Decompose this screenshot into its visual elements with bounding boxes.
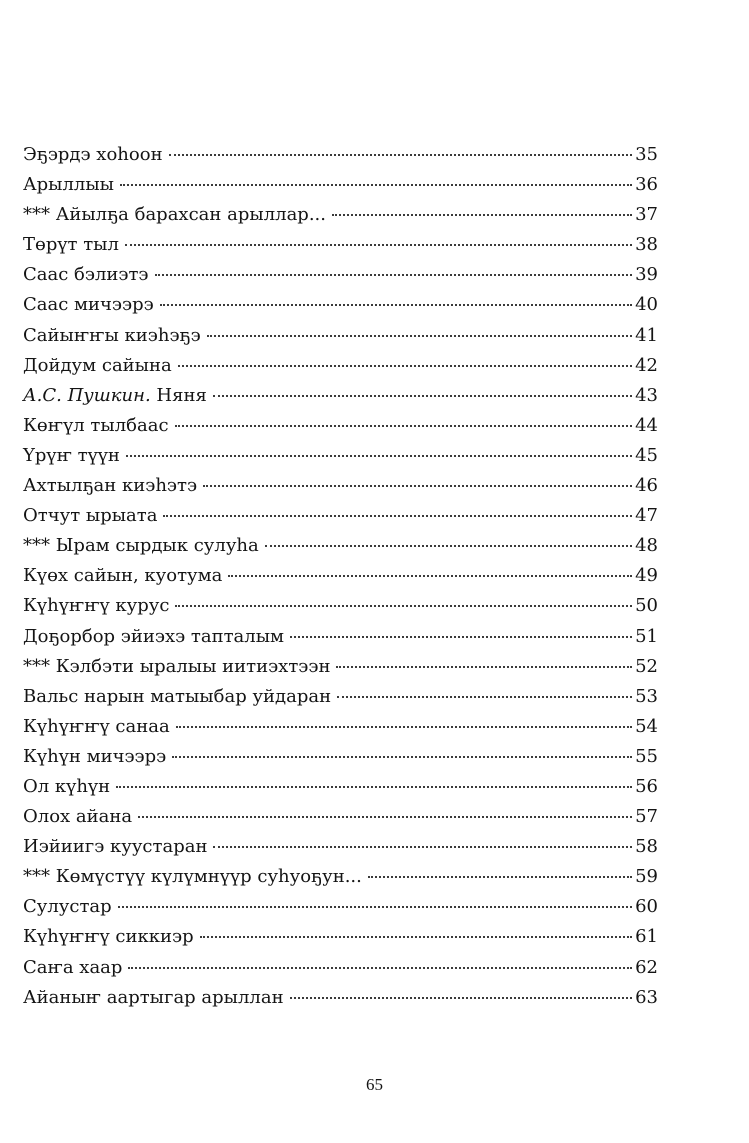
toc-entry-page-number: 49 <box>635 565 658 587</box>
toc-entry-page-number: 45 <box>635 444 658 466</box>
toc-entry <box>23 170 658 200</box>
toc-entry-title-text: Көҥүл тылбаас <box>23 414 169 436</box>
toc-entry-page-number: 37 <box>635 204 658 226</box>
toc-entry-title-text: Айаныҥ аартыгар арыллан <box>23 986 284 1008</box>
toc-entry-page-number: 59 <box>635 866 658 888</box>
dot-leader <box>126 455 632 457</box>
toc-entry-page-number: 38 <box>635 234 658 256</box>
dot-leader <box>155 274 633 276</box>
toc-entry-page-number: 36 <box>635 174 658 196</box>
toc-entry-page-number: 56 <box>635 775 658 797</box>
toc-entry-page-number: 47 <box>635 505 658 527</box>
toc-entry-title <box>23 441 120 471</box>
toc-entry-title-text: *** Айылҕа барахсан арыллар... <box>23 204 326 226</box>
toc-entry-page-number: 35 <box>635 144 658 165</box>
toc-entry <box>23 531 658 561</box>
toc-entry-title-text: Олох айана <box>23 806 133 828</box>
toc-entry <box>23 742 658 772</box>
toc-entry-page-number: 43 <box>635 384 658 406</box>
toc-entry <box>23 622 658 652</box>
toc-entry-title <box>23 321 201 351</box>
toc-entry-title <box>23 200 326 230</box>
toc-entry-title <box>23 290 154 320</box>
toc-entry-title-text: Саас мичээрэ <box>23 294 154 316</box>
toc-entry-page-number: 44 <box>635 414 658 436</box>
dot-leader <box>116 786 632 788</box>
toc-entry-title <box>23 802 132 832</box>
toc-entry-title <box>23 682 331 712</box>
toc-entry-page-number: 46 <box>635 475 658 497</box>
toc-entry-page-number: 62 <box>635 956 658 978</box>
toc-entry-page-number: 57 <box>635 806 658 828</box>
toc-entry-title <box>23 561 222 591</box>
toc-entry <box>23 471 658 501</box>
toc-entry <box>23 200 658 230</box>
toc-entry <box>23 561 658 591</box>
toc-entry <box>23 953 658 983</box>
toc-entry-page-number: 55 <box>635 745 658 767</box>
toc-entry <box>23 321 658 351</box>
dot-leader <box>265 545 632 547</box>
toc-entry <box>23 140 658 170</box>
dot-leader <box>175 605 632 607</box>
dot-leader <box>160 304 632 306</box>
toc-entry-title-text: Няня <box>150 384 207 406</box>
toc-entry-title <box>23 471 197 501</box>
dot-leader <box>163 515 632 517</box>
dot-leader <box>175 425 633 427</box>
toc-entry <box>23 230 658 260</box>
toc-entry-page-number: 63 <box>635 986 658 1008</box>
dot-leader <box>172 756 632 758</box>
dot-leader <box>336 666 632 668</box>
toc-entry <box>23 983 658 1013</box>
dot-leader <box>169 154 633 156</box>
toc-entry-title <box>23 381 207 411</box>
dot-leader <box>228 575 632 577</box>
dot-leader <box>337 696 632 698</box>
toc-entry-title <box>23 140 163 170</box>
toc-entry-page-number: 48 <box>635 535 658 557</box>
dot-leader <box>120 184 632 186</box>
toc-entry-title <box>23 411 169 441</box>
toc-entry-page-number: 40 <box>635 294 658 316</box>
toc-entry-title <box>23 652 330 682</box>
toc-entry <box>23 381 658 411</box>
toc-entry-title <box>23 230 119 260</box>
toc-entry-page-number: 50 <box>635 595 658 617</box>
toc-entry <box>23 772 658 802</box>
dot-leader <box>176 726 632 728</box>
toc-entry <box>23 892 658 922</box>
toc-entry-title-text: Күһүҥҥү санаа <box>23 715 170 737</box>
toc-entry <box>23 682 658 712</box>
toc-entry-title-text: *** Көмүстүү күлүмнүүр суһуоҕун... <box>23 866 362 888</box>
toc-entry-page-number: 60 <box>635 896 658 918</box>
toc-entry-title-text: Ахтылҕан киэһэтэ <box>23 475 198 497</box>
dot-leader <box>178 365 632 367</box>
toc-entry-title-text: Саҥа хаар <box>23 956 123 978</box>
toc-entry-title-text: Үрүҥ түүн <box>23 444 120 466</box>
toc-entry-author: А.С. Пушкин. <box>23 384 151 406</box>
toc-entry-title-text: Күөх сайын, куотума <box>23 565 223 587</box>
toc-entry-page-number: 54 <box>635 715 658 737</box>
toc-entry <box>23 260 658 290</box>
toc-entry <box>23 712 658 742</box>
toc-entry-title <box>23 591 169 621</box>
toc-entry-title <box>23 742 166 772</box>
toc-entry-title-text: Сайыҥҥы киэһэҕэ <box>23 324 201 346</box>
toc-entry-title <box>23 953 122 983</box>
toc-entry-title-text: Төрүт тыл <box>23 234 119 256</box>
dot-leader <box>203 485 632 487</box>
dot-leader <box>138 816 632 818</box>
toc-entry <box>23 802 658 832</box>
toc-entry-page-number: 42 <box>635 354 658 376</box>
toc-entry-title-text: Арыллыы <box>23 174 115 196</box>
toc-entry <box>23 411 658 441</box>
toc-entry-page-number: 53 <box>635 685 658 707</box>
toc-entry <box>23 862 658 892</box>
toc-entry-title-text: Отчут ырыата <box>23 505 158 527</box>
toc-entry-page-number: 52 <box>635 655 658 677</box>
toc-entry-title <box>23 832 207 862</box>
toc-entry-page-number: 58 <box>635 836 658 858</box>
toc-entry-title-text: *** Ырам сырдык сулуһа <box>23 535 259 557</box>
toc-entry <box>23 501 658 531</box>
toc-entry-title-text: Дойдум сайына <box>23 354 172 376</box>
dot-leader <box>200 936 632 938</box>
toc-entry-title <box>23 501 157 531</box>
toc-entry-title-text: *** Кэлбэти ыралыы иитиэхтээн <box>23 655 331 677</box>
toc-entry <box>23 441 658 471</box>
toc-entry-page-number: 51 <box>635 625 658 647</box>
toc-entry-title-text: Ол күһүн <box>23 775 111 797</box>
toc-entry-title <box>23 862 362 892</box>
toc-entry-title <box>23 712 170 742</box>
toc-entry <box>23 591 658 621</box>
toc-entry-title <box>23 170 114 200</box>
toc-entry <box>23 922 658 952</box>
toc-entry-title-text: Күһүн мичээрэ <box>23 745 167 767</box>
toc-entry-title <box>23 892 112 922</box>
table-of-contents <box>23 140 658 1013</box>
toc-entry <box>23 832 658 862</box>
toc-entry <box>23 652 658 682</box>
dot-leader <box>118 906 632 908</box>
toc-entry-title <box>23 772 110 802</box>
toc-entry <box>23 351 658 381</box>
toc-entry-title-text: Вальс нарын матыыбар уйдаран <box>23 685 332 707</box>
dot-leader <box>125 244 632 246</box>
toc-entry-title-text: Эҕэрдэ хоһоон <box>23 144 163 165</box>
dot-leader <box>128 967 632 969</box>
toc-entry-page-number: 61 <box>635 926 658 948</box>
toc-entry-title <box>23 922 194 952</box>
toc-entry <box>23 290 658 320</box>
dot-leader <box>368 876 632 878</box>
dot-leader <box>213 846 632 848</box>
toc-entry-page-number: 39 <box>635 264 658 286</box>
toc-entry-title-text: Күһүҥҥү курус <box>23 595 170 617</box>
toc-entry-title-text: Доҕорбор эйиэхэ тапталым <box>23 625 285 647</box>
toc-entry-title-text: Саас бэлиэтэ <box>23 264 149 286</box>
dot-leader <box>207 335 632 337</box>
dot-leader <box>332 214 632 216</box>
toc-entry-page-number: 41 <box>635 324 658 346</box>
toc-entry-title <box>23 351 172 381</box>
page-number: 65 <box>366 1075 383 1094</box>
toc-entry-title-text: Сулустар <box>23 896 112 918</box>
toc-entry-title <box>23 260 149 290</box>
dot-leader <box>213 395 632 397</box>
toc-entry-title-text: Күһүҥҥү сиккиэр <box>23 926 194 948</box>
toc-entry-title <box>23 531 259 561</box>
toc-entry-title <box>23 622 284 652</box>
dot-leader <box>290 997 632 999</box>
dot-leader <box>290 636 632 638</box>
toc-entry-title <box>23 983 284 1013</box>
toc-entry-title-text: Иэйиигэ куустаран <box>23 836 208 858</box>
